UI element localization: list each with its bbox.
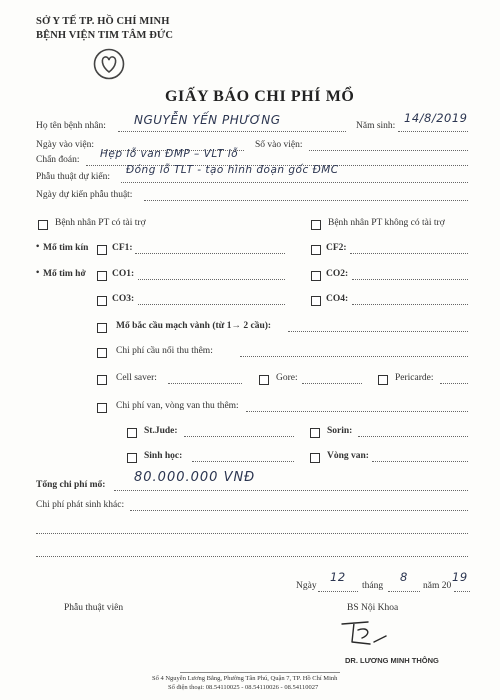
bypass-line: [288, 331, 468, 332]
cf2-label: CF2:: [326, 243, 347, 253]
st-jude-label: St.Jude:: [144, 426, 178, 436]
sorin-label: Sorin:: [327, 426, 353, 436]
diagnosis-value: Hẹp lỗ van ĐMP – VLT lỗ: [100, 148, 239, 160]
co3-label: CO3:: [112, 294, 135, 304]
total-cost-line: [114, 490, 468, 491]
cell-saver-label: Cell saver:: [116, 373, 157, 383]
document-title: GIẤY BÁO CHI PHÍ MỔ: [165, 88, 355, 105]
sorin-checkbox[interactable]: [310, 428, 320, 438]
valve-ring-checkbox[interactable]: [310, 453, 320, 463]
surgery-date-line: [144, 200, 468, 201]
co1-checkbox[interactable]: [97, 271, 107, 281]
extra-bypass-checkbox[interactable]: [97, 348, 107, 358]
st-jude-checkbox[interactable]: [127, 428, 137, 438]
admission-number-line: [309, 150, 468, 151]
birth-year-value: 14/8/2019: [404, 111, 468, 125]
valve-ring-label: Vòng van:: [327, 451, 369, 461]
sorin-line: [358, 436, 468, 437]
co4-checkbox[interactable]: [311, 296, 321, 306]
valve-extra-label: Chi phí van, vòng van thu thêm:: [116, 401, 239, 411]
day-line: [318, 591, 358, 592]
cf2-line: [350, 253, 468, 254]
planned-surgery-line: [121, 182, 468, 183]
day-label: Ngày: [296, 581, 317, 591]
footer-divider: [180, 672, 340, 673]
other-costs-line-3: [36, 556, 468, 557]
admission-number-label: Số vào viện:: [255, 140, 303, 150]
bio-valve-checkbox[interactable]: [127, 453, 137, 463]
pericarde-label: Pericarde:: [395, 373, 434, 383]
bypass-checkbox[interactable]: [97, 323, 107, 333]
closed-heart-label: Mổ tim kín: [43, 243, 89, 253]
valve-ring-line: [372, 461, 468, 462]
surgery-date-label: Ngày dự kiến phẫu thuật:: [36, 190, 133, 200]
other-costs-label: Chi phí phát sinh khác:: [36, 500, 125, 510]
surgeon-label: Phẫu thuật viên: [64, 603, 124, 613]
extra-bypass-label: Chi phí cầu nối thu thêm:: [116, 346, 213, 356]
cf2-checkbox[interactable]: [311, 245, 321, 255]
other-costs-line-1: [130, 510, 468, 511]
planned-surgery-label: Phẫu thuật dự kiến:: [36, 172, 111, 182]
co2-line: [352, 279, 468, 280]
pericarde-checkbox[interactable]: [378, 375, 388, 385]
footer-address: Số 4 Nguyễn Lương Bằng, Phường Tân Phú, Quận 7, TP. Hồ Chí Minh: [152, 675, 338, 682]
co1-label: CO1:: [112, 269, 135, 279]
closed-heart-bullet: •: [36, 242, 40, 252]
valve-extra-checkbox[interactable]: [97, 403, 107, 413]
other-costs-line-2: [36, 533, 468, 534]
cf1-line: [135, 253, 285, 254]
cell-saver-checkbox[interactable]: [97, 375, 107, 385]
open-heart-label: Mổ tim hở: [43, 269, 86, 279]
admission-date-label: Ngày vào viện:: [36, 140, 95, 150]
co2-checkbox[interactable]: [311, 271, 321, 281]
month-label: tháng: [362, 581, 384, 591]
not-sponsored-checkbox[interactable]: [311, 220, 321, 230]
total-cost-label: Tổng chi phí mổ:: [36, 480, 106, 490]
planned-surgery-value: Đóng lỗ TLT - tạo hình đoạn gốc ĐMC: [126, 164, 339, 176]
birth-year-line: [398, 131, 468, 132]
cf1-checkbox[interactable]: [97, 245, 107, 255]
doctor-label: BS Nội Khoa: [347, 603, 399, 613]
month-line: [388, 591, 420, 592]
org-line-1: SỞ Y TẾ TP. HỒ CHÍ MINH: [36, 16, 170, 27]
co2-label: CO2:: [326, 269, 349, 279]
bio-valve-line: [192, 461, 294, 462]
pericarde-line: [440, 383, 468, 384]
org-line-2: BỆNH VIỆN TIM TÂM ĐỨC: [36, 30, 174, 41]
co1-line: [138, 279, 285, 280]
co4-label: CO4:: [326, 294, 349, 304]
patient-name-line: [118, 131, 346, 132]
doctor-signature-icon: [338, 616, 398, 650]
sponsored-checkbox[interactable]: [38, 220, 48, 230]
year-value: 19: [452, 570, 468, 584]
diagnosis-label: Chẩn đoán:: [36, 155, 80, 165]
patient-name-value: NGUYỄN YẾN PHƯƠNG: [134, 113, 281, 127]
hospital-logo-icon: [93, 48, 125, 80]
bypass-label: Mổ bắc cầu mạch vành (từ 1→ 2 cầu):: [116, 321, 272, 331]
gore-checkbox[interactable]: [259, 375, 269, 385]
gore-label: Gore:: [276, 373, 298, 383]
year-line: [454, 591, 470, 592]
gore-line: [302, 383, 362, 384]
extra-bypass-line: [240, 356, 468, 357]
co3-line: [138, 304, 285, 305]
co4-line: [352, 304, 468, 305]
st-jude-line: [184, 436, 294, 437]
open-heart-bullet: •: [36, 268, 40, 278]
day-value: 12: [330, 570, 346, 584]
patient-name-label: Họ tên bệnh nhân:: [36, 121, 106, 131]
year-prefix: năm 20: [423, 581, 452, 591]
valve-extra-line: [246, 411, 468, 412]
birth-year-label: Năm sinh:: [356, 121, 396, 131]
sponsored-label: Bệnh nhân PT có tài trợ: [55, 218, 146, 228]
month-value: 8: [400, 570, 408, 584]
cell-saver-line: [168, 383, 242, 384]
cf1-label: CF1:: [112, 243, 133, 253]
doctor-name: DR. LƯƠNG MINH THÔNG: [345, 656, 439, 665]
co3-checkbox[interactable]: [97, 296, 107, 306]
total-cost-value: 80.000.000 VNĐ: [134, 470, 256, 485]
not-sponsored-label: Bệnh nhân PT không có tài trợ: [328, 218, 445, 228]
footer-phone: Số điện thoại: 08.54110025 - 08.54110026 - 08.54110027: [168, 684, 319, 691]
bio-valve-label: Sinh học:: [144, 451, 183, 461]
